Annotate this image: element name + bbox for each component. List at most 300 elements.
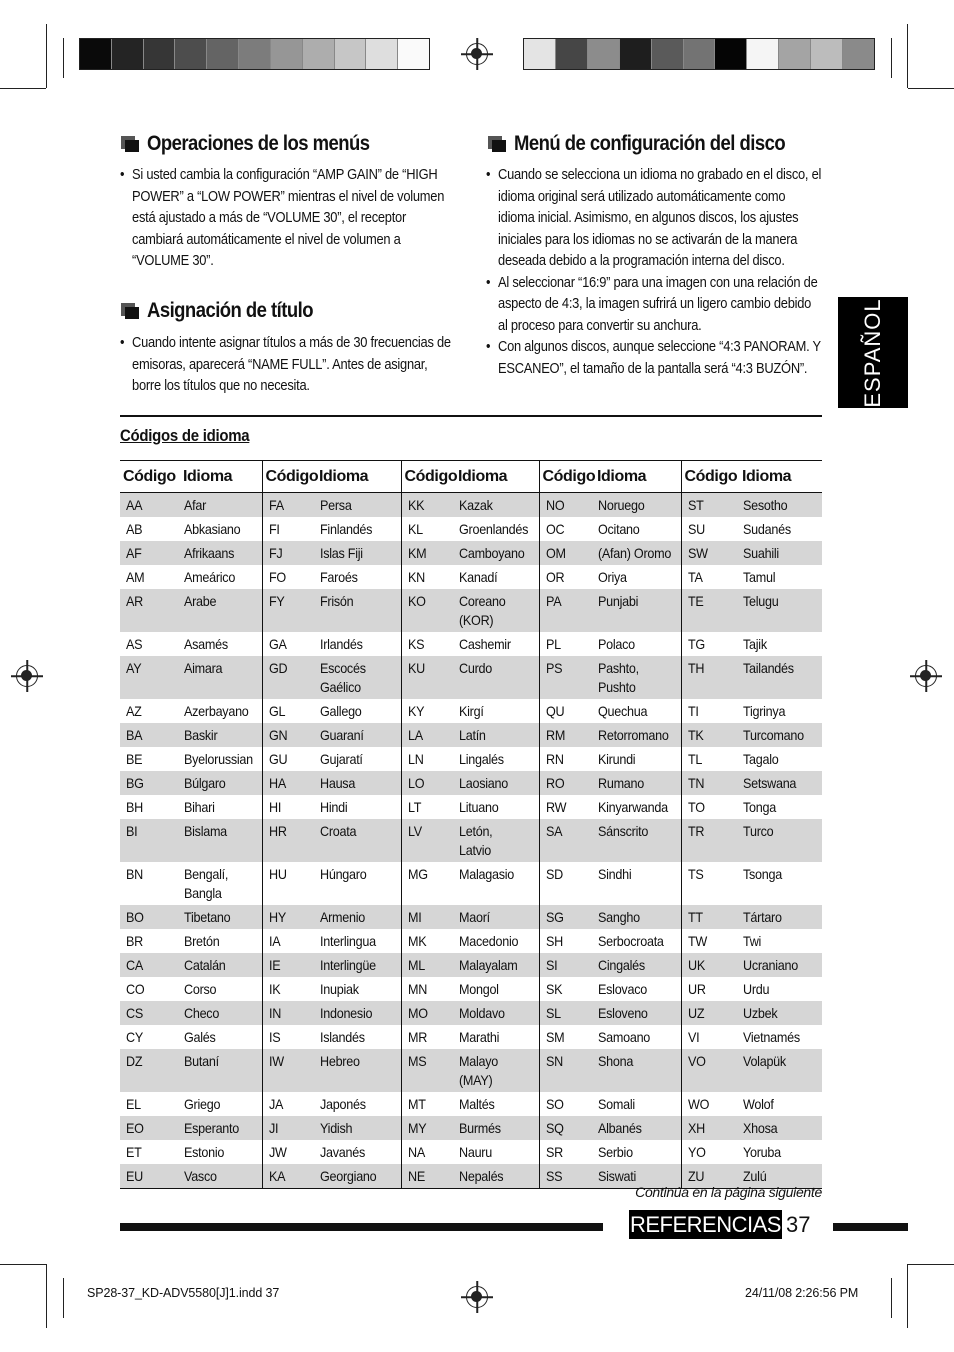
language-code: QU [539, 699, 594, 723]
table-row [120, 699, 822, 723]
language-name: Esloveno [594, 1001, 681, 1025]
color-swatch [524, 39, 556, 69]
language-name: Sindhi [598, 866, 632, 882]
language-name: Marathi [459, 1029, 500, 1045]
table-row [120, 632, 822, 656]
language-name: Byelorussian [184, 751, 253, 767]
language-code: TK [681, 723, 739, 747]
table-row [120, 953, 822, 977]
language-code: MG [401, 862, 455, 905]
table-header: Código [539, 461, 594, 493]
language-code: WO [681, 1092, 739, 1116]
language-name: Quechua [598, 703, 648, 719]
language-name: Irlandés [320, 636, 363, 652]
language-code: BH [126, 799, 143, 815]
language-name: Ocitano [598, 521, 640, 537]
table-row [120, 1025, 822, 1049]
language-name: Vietnamés [743, 1029, 800, 1045]
table-row [120, 541, 822, 565]
footer-bar-right [833, 1223, 908, 1231]
language-code: IW [262, 1049, 316, 1092]
language-code: MR [401, 1025, 455, 1049]
language-code: LV [401, 819, 455, 862]
language-code: SH [539, 929, 594, 953]
language-name: Latín [455, 723, 539, 747]
language-name: Kirundi [598, 751, 636, 767]
disco-text [486, 164, 878, 379]
language-code: EU [120, 1164, 180, 1189]
language-code: KM [401, 541, 455, 565]
color-swatch [620, 39, 652, 69]
language-code: LO [401, 771, 455, 795]
color-swatch [175, 39, 207, 69]
language-code: IN [262, 1001, 316, 1025]
language-name: Persa [316, 493, 401, 518]
table-row [120, 493, 822, 518]
registration-mark-top [466, 43, 488, 65]
language-name: Afrikaans [180, 541, 262, 565]
language-name: Sánscrito [594, 819, 681, 862]
language-name: Hebreo [316, 1049, 401, 1092]
language-code: SN [539, 1049, 594, 1092]
language-name: Tonga [743, 799, 776, 815]
language-name: Bihari [184, 799, 215, 815]
language-code: CY [126, 1029, 143, 1045]
language-code: LT [401, 795, 455, 819]
language-name: Búlgaro [180, 771, 262, 795]
language-code: ST [681, 493, 739, 518]
language-code: TL [681, 747, 739, 771]
bullet-item: • Cuando intente asignar títulos a más de 30 frecuencias de emisoras, aparecerá “NAME FULL”. Antes de asignar, borre los títulos que no necesita. [120, 332, 451, 397]
language-code: KO [401, 589, 455, 632]
language-code: GD [262, 656, 316, 699]
language-name: Tigrinya [743, 703, 786, 719]
color-bar-left [79, 38, 430, 70]
language-code: MK [401, 929, 455, 953]
language-code: TA [681, 565, 739, 589]
language-name: Gujaratí [320, 751, 363, 767]
language-code: RO [539, 771, 594, 795]
language-name: Gallego [320, 703, 362, 719]
language-name: Serbocroata [598, 933, 664, 949]
language-code: SL [539, 1001, 594, 1025]
footer-bar-left [120, 1223, 603, 1231]
language-code: TH [681, 656, 739, 699]
language-code: PA [539, 589, 594, 632]
language-name: Coreano (KOR) [455, 589, 539, 632]
language-code: SA [539, 819, 594, 862]
table-row [120, 1116, 822, 1140]
language-name: Xhosa [739, 1116, 822, 1140]
language-name: Butaní [180, 1049, 262, 1092]
language-name: Griego [184, 1096, 221, 1112]
language-codes-table [120, 460, 822, 1189]
language-code: SS [539, 1164, 594, 1189]
language-name: Malagasio [459, 866, 515, 882]
language-name: Armenio [316, 905, 401, 929]
language-code: BA [120, 723, 180, 747]
footer-section-label: REFERENCIAS [630, 1212, 781, 1237]
language-name: Tamul [743, 569, 776, 585]
table-header: Código [681, 461, 739, 493]
language-code: SM [539, 1025, 594, 1049]
language-name: Ucraniano [739, 953, 822, 977]
color-swatch [398, 39, 429, 69]
color-swatch [779, 39, 811, 69]
table-row [120, 771, 822, 795]
registration-mark-right [915, 665, 937, 687]
table-row [120, 747, 822, 771]
language-code: FO [262, 565, 316, 589]
language-code: AB [126, 521, 143, 537]
language-code: TR [681, 819, 739, 862]
table-row [120, 1092, 822, 1116]
language-name: Polaco [598, 636, 635, 652]
language-name: Interlingüe [316, 953, 401, 977]
language-code: AA [120, 493, 180, 518]
table-header: Código [401, 461, 455, 493]
language-name: Arabe [180, 589, 262, 632]
color-swatch [588, 39, 620, 69]
language-code: UR [681, 977, 739, 1001]
color-swatch [271, 39, 303, 69]
table-header: Idioma [594, 461, 681, 493]
section-title-menus: Operaciones de los menús [147, 132, 370, 155]
slug-filename: SP28-37_KD-ADV5580[J]1.indd 37 [87, 1286, 280, 1300]
language-code: VO [681, 1049, 739, 1092]
section-square-icon [121, 136, 139, 152]
language-name: Shona [594, 1049, 681, 1092]
language-name: Afar [180, 493, 262, 518]
language-code: BR [126, 933, 143, 949]
language-name: Maltés [459, 1096, 495, 1112]
language-name: Zulú [739, 1164, 822, 1189]
language-name: Rumano [594, 771, 681, 795]
color-bar-right [523, 38, 875, 70]
language-name: Groenlandés [459, 521, 529, 537]
language-name: Abkasiano [184, 521, 241, 537]
language-name: Georgiano [316, 1164, 401, 1189]
language-code: TG [681, 632, 739, 656]
language-code: GL [262, 699, 316, 723]
language-name: Sesotho [739, 493, 822, 518]
language-code: JW [262, 1140, 316, 1164]
language-name: Húngaro [320, 866, 367, 882]
color-swatch [335, 39, 367, 69]
language-code: FY [262, 589, 316, 632]
language-code: OR [539, 565, 594, 589]
language-name: Sudanés [743, 521, 791, 537]
language-code: LN [401, 747, 455, 771]
language-code: HY [262, 905, 316, 929]
language-name: Oriya [598, 569, 627, 585]
language-name: Moldavo [455, 1001, 539, 1025]
language-code: SW [681, 541, 739, 565]
section-square-icon [488, 136, 506, 152]
language-name: Frisón [316, 589, 401, 632]
bullet-item: • Al seleccionar “16:9” para una imagen con una relación de aspecto de 4:3, la imagen sufrirá un ligero cambio debido al proceso para convertir su anchura. [486, 272, 823, 337]
language-name: Catalán [180, 953, 262, 977]
language-code: ML [401, 953, 455, 977]
language-code: UK [681, 953, 739, 977]
color-swatch [684, 39, 716, 69]
language-code: AF [120, 541, 180, 565]
table-row [120, 929, 822, 953]
language-name: Eslovaco [598, 981, 647, 997]
language-name: Interlingua [320, 933, 376, 949]
language-code: TO [681, 795, 739, 819]
section-title-asignacion: Asignación de título [147, 299, 314, 322]
language-code: RM [539, 723, 594, 747]
language-name: Hausa [316, 771, 401, 795]
language-code: ET [126, 1144, 142, 1160]
language-code: SD [539, 862, 594, 905]
language-code: AY [120, 656, 180, 699]
language-name: Ameárico [184, 569, 236, 585]
table-row [120, 795, 822, 819]
table-row [120, 565, 822, 589]
language-code: BG [120, 771, 180, 795]
language-name: Aimara [180, 656, 262, 699]
bullet-item: • Cuando se selecciona un idioma no grabado en el disco, el idioma original será utilizado automáticamente como idioma inicial. Asimismo, en algunos discos, los ajustes iniciales para los idiomas no se activarán de la manera deseada debido a la programación interna del disco. [486, 164, 823, 272]
language-name: Checo [180, 1001, 262, 1025]
language-name: Volapük [739, 1049, 822, 1092]
language-code: IS [262, 1025, 316, 1049]
table-row [120, 819, 822, 862]
language-name: Tártaro [739, 905, 822, 929]
color-swatch [207, 39, 239, 69]
language-name: Pashto, Pushto [594, 656, 681, 699]
language-name: Twi [743, 933, 762, 949]
table-header: Idioma [739, 461, 822, 493]
language-name: Camboyano [455, 541, 539, 565]
language-name: Nepalés [455, 1164, 539, 1189]
language-code: AM [126, 569, 145, 585]
language-code: KA [262, 1164, 316, 1189]
language-name: Macedonio [459, 933, 519, 949]
language-name: Bretón [184, 933, 220, 949]
language-code: AZ [126, 703, 142, 719]
language-name: Lituano [459, 799, 499, 815]
language-code: KS [401, 632, 455, 656]
table-header: Idioma [180, 461, 262, 493]
color-swatch [80, 39, 112, 69]
color-swatch [715, 39, 747, 69]
language-code: NE [401, 1164, 455, 1189]
language-name: Sangho [594, 905, 681, 929]
language-name: Burmés [455, 1116, 539, 1140]
language-code: SK [539, 977, 594, 1001]
language-code: HI [262, 795, 316, 819]
section-title-disco: Menú de configuración del disco [514, 132, 786, 155]
language-name: Bengalí, Bangla [184, 866, 229, 901]
language-name: Albanés [594, 1116, 681, 1140]
language-name: Galés [184, 1029, 216, 1045]
language-code: MY [401, 1116, 455, 1140]
color-swatch [239, 39, 271, 69]
language-code: TW [681, 929, 739, 953]
language-code: AS [126, 636, 143, 652]
color-swatch [366, 39, 398, 69]
language-code: RN [539, 747, 594, 771]
language-name: Azerbayano [184, 703, 249, 719]
language-code: DZ [120, 1049, 180, 1092]
language-name: Faroés [320, 569, 358, 585]
language-code: RW [539, 795, 594, 819]
table-header: Idioma [316, 461, 401, 493]
section-square-icon [121, 303, 139, 319]
language-name: Yoruba [743, 1144, 781, 1160]
table-row [120, 723, 822, 747]
language-name: Hindi [320, 799, 348, 815]
language-code: TI [681, 699, 739, 723]
language-name: Indonesio [316, 1001, 401, 1025]
language-code: KK [401, 493, 455, 518]
language-name: Uzbek [739, 1001, 822, 1025]
language-code: CA [120, 953, 180, 977]
language-name: Somali [598, 1096, 635, 1112]
language-code: NO [539, 493, 594, 518]
language-name: Letón, Latvio [455, 819, 539, 862]
language-name: Inupiak [320, 981, 359, 997]
table-row [120, 1001, 822, 1025]
language-code: MI [401, 905, 455, 929]
language-code: HU [262, 862, 316, 905]
language-code: GU [262, 747, 316, 771]
table-row [120, 517, 822, 541]
language-code: PS [539, 656, 594, 699]
language-code: JA [262, 1092, 316, 1116]
language-name: Estonio [184, 1144, 225, 1160]
menus-text [120, 164, 505, 272]
bullet-item: • Si usted cambia la configuración “AMP GAIN” de “HIGH POWER” a “LOW POWER” mientras el nivel de volumen está ajustado a más de “VOLUME 30”, el receptor cambiará automáticamente el nivel de volumen a “VOLUME 30”. [120, 164, 451, 272]
language-name: Kirgí [459, 703, 484, 719]
language-code: IA [262, 929, 316, 953]
language-code: EO [120, 1116, 180, 1140]
language-code: SO [539, 1092, 594, 1116]
language-name: Cashemir [459, 636, 511, 652]
language-code: CS [120, 1001, 180, 1025]
language-code: OC [539, 517, 594, 541]
registration-mark-bottom [466, 1286, 488, 1308]
codes-title: Códigos de idioma [120, 426, 250, 445]
language-name: Serbio [598, 1144, 633, 1160]
language-name: Turco [739, 819, 822, 862]
color-swatch [811, 39, 843, 69]
language-name: Islas Fiji [316, 541, 401, 565]
language-name: Laosiano [455, 771, 539, 795]
language-code: MS [401, 1049, 455, 1092]
table-header: Idioma [455, 461, 539, 493]
language-code: PL [539, 632, 594, 656]
language-name: Malayalam [455, 953, 539, 977]
language-code: MT [401, 1092, 455, 1116]
language-name: Finlandés [320, 521, 373, 537]
bullet-item: • Con algunos discos, aunque seleccione “4:3 PANORAM. Y ESCANEO”, el tamaño de la pantalla será “4:3 BUZÓN”. [486, 336, 823, 379]
language-code: KL [401, 517, 455, 541]
language-code: TS [681, 862, 739, 905]
color-swatch [303, 39, 335, 69]
language-name: Nauru [459, 1144, 492, 1160]
language-code: LA [401, 723, 455, 747]
language-name: (Afan) Oromo [594, 541, 681, 565]
table-header: Código [262, 461, 316, 493]
language-code: VI [681, 1025, 739, 1049]
language-name: Samoano [598, 1029, 651, 1045]
language-name: Tailandés [739, 656, 822, 699]
language-code: FA [262, 493, 316, 518]
language-name: Javanés [320, 1144, 366, 1160]
language-name: Suahili [739, 541, 822, 565]
table-row [120, 589, 822, 632]
language-code: GN [262, 723, 316, 747]
language-name: Cingalés [594, 953, 681, 977]
language-code: MO [401, 1001, 455, 1025]
titulo-text [120, 332, 505, 397]
language-name: Telugu [739, 589, 822, 632]
color-swatch [112, 39, 144, 69]
language-code: XH [681, 1116, 739, 1140]
language-name: Tsonga [743, 866, 783, 882]
language-code: NA [401, 1140, 455, 1164]
color-swatch [747, 39, 779, 69]
language-name: Malayo (MAY) [455, 1049, 539, 1092]
language-code: CO [126, 981, 145, 997]
language-name: Mongol [459, 981, 499, 997]
language-code: BO [120, 905, 180, 929]
language-name: Kazak [455, 493, 539, 518]
language-name: Punjabi [594, 589, 681, 632]
language-code: JI [262, 1116, 316, 1140]
language-name: Escocés Gaélico [316, 656, 401, 699]
language-name: Tajik [743, 636, 767, 652]
language-name: Tagalo [743, 751, 779, 767]
language-code: BE [126, 751, 143, 767]
page-number: 37 [786, 1212, 811, 1237]
language-name: Tibetano [180, 905, 262, 929]
language-name: Corso [184, 981, 217, 997]
language-code: KN [401, 565, 455, 589]
language-code: ZU [681, 1164, 739, 1189]
language-name: Japonés [320, 1096, 366, 1112]
language-code: HA [262, 771, 316, 795]
language-name: Siswati [594, 1164, 681, 1189]
language-code: IE [262, 953, 316, 977]
language-code: BI [120, 819, 180, 862]
table-row [120, 656, 822, 699]
registration-mark-left [16, 665, 38, 687]
table-row [120, 1049, 822, 1092]
language-code: KY [401, 699, 455, 723]
language-name: Guaraní [316, 723, 401, 747]
language-name: Esperanto [180, 1116, 262, 1140]
table-row [120, 862, 822, 905]
color-swatch [556, 39, 588, 69]
table-row [120, 1140, 822, 1164]
language-code: SR [539, 1140, 594, 1164]
language-code: IK [262, 977, 316, 1001]
language-code: GA [262, 632, 316, 656]
language-name: Vasco [180, 1164, 262, 1189]
language-name: Turcomano [739, 723, 822, 747]
language-name: Bislama [180, 819, 262, 862]
language-name: Baskir [180, 723, 262, 747]
language-code: SI [539, 953, 594, 977]
language-code: TT [681, 905, 739, 929]
table-row [120, 977, 822, 1001]
slug-timestamp: 24/11/08 2:26:56 PM [745, 1286, 859, 1300]
table-row [120, 905, 822, 929]
